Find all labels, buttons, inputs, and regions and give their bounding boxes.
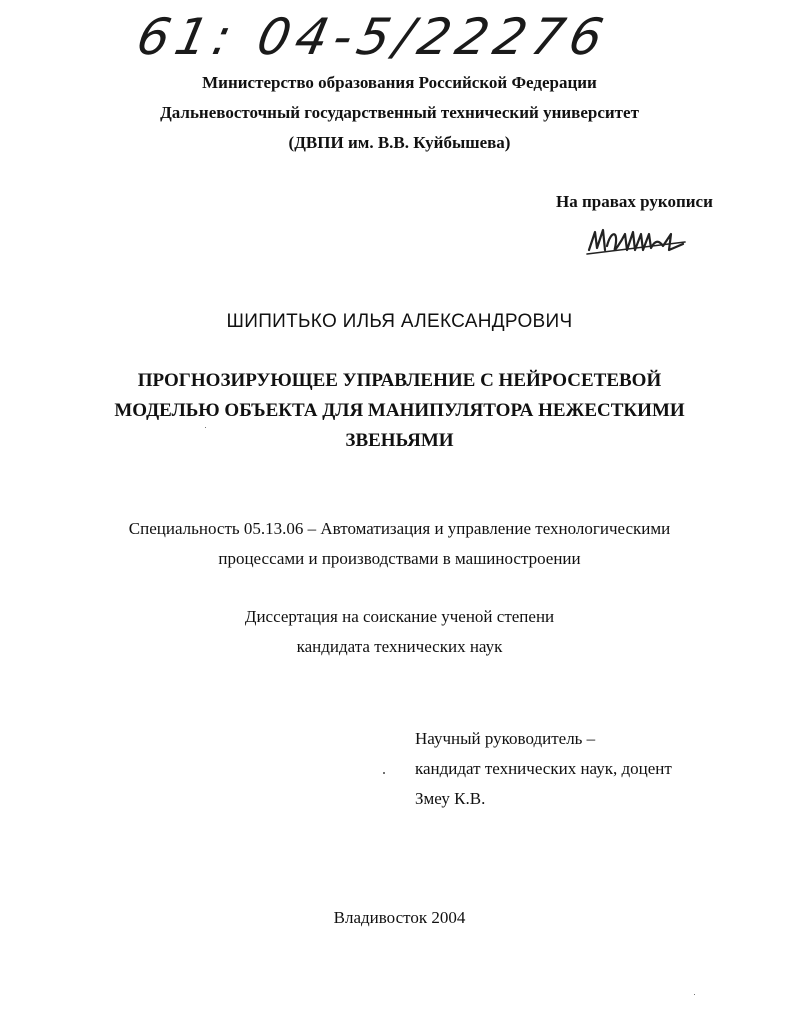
ministry-heading: Министерство образования Российской Федерации [202,73,597,92]
city-year: Владивосток 2004 [333,908,466,927]
degree-line: кандидата технических наук [296,637,503,656]
archive-number-handwritten: 61: 04-5/22276 [131,8,614,66]
degree-line: Диссертация на соискание ученой степени [244,607,555,626]
manuscript-rights-label: На правах рукописи [556,192,713,211]
advisor-degree: кандидат технических наук, доцент [415,759,672,778]
university-heading: Дальневосточный государственный технический университет [160,103,639,122]
title-line: МОДЕЛЬЮ ОБЪЕКТА ДЛЯ МАНИПУЛЯТОРА НЕЖЕСТКИМИ [114,400,685,421]
scan-speck [383,772,385,774]
advisor-role: Научный руководитель – [415,729,596,748]
title-line: ПРОГНОЗИРУЮЩЕЕ УПРАВЛЕНИЕ С НЕЙРОСЕТЕВОЙ [137,370,662,391]
dissertation-title [0,366,799,456]
specialty-line: Специальность 05.13.06 – Автоматизация и управление технологическими [128,519,671,538]
scan-speck [205,427,206,428]
specialty-line: процессами и производствами в машиностроении [218,549,581,568]
author-signature [585,220,695,260]
title-line: ЗВЕНЬЯМИ [345,430,454,451]
author-name: ШИПИТЬКО ИЛЬЯ АЛЕКСАНДРОВИЧ [226,311,573,332]
institute-heading: (ДВПИ им. В.В. Куйбышева) [288,133,511,152]
scan-speck [694,994,695,995]
advisor-name: Змеу К.В. [415,789,486,808]
